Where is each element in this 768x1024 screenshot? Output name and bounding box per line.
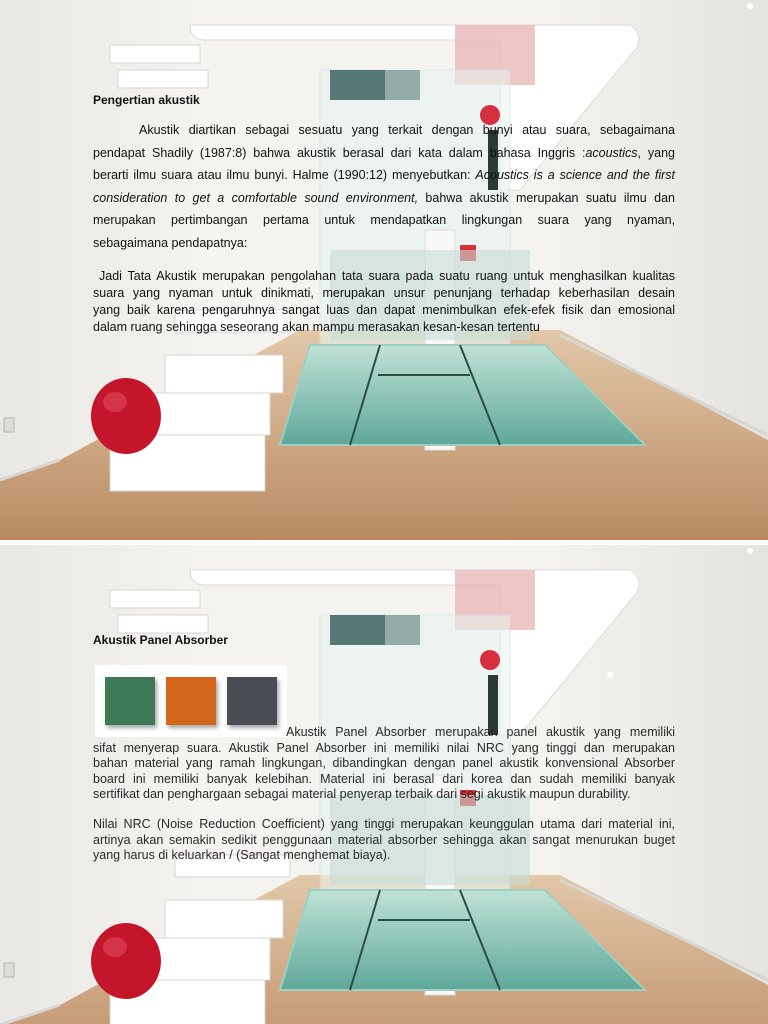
p3-line: sertifikat dan penghargaan sebagai material penyerap terbaik dari segi akustik maupun durability. — [93, 787, 631, 801]
slide2-paragraph2 — [93, 817, 675, 864]
slide2-title: Akustik Panel Absorber — [93, 633, 228, 647]
p1-line — [93, 142, 675, 165]
p1-line-part: pendapat Shadily (1987:8) bahwa akustik berasal dari kata dalam bahasa Inggris : — [93, 145, 586, 160]
p1-line-part: bahwa akustik merupakan suatu ilmu dan — [418, 190, 675, 205]
slide1-paragraph1 — [93, 119, 675, 254]
p3-line: board ini memiliki banyak kelebihan. Material ini berasal dari korea dan sudah memiliki banyak — [93, 771, 675, 786]
p3-line: sifat menyerap suara. Akustik Panel Absorber ini memiliki nilai NRC yang tinggi dan merupakan — [93, 740, 675, 755]
p1-line: sebagaimana pendapatnya: — [93, 235, 248, 250]
p3-line: Akustik Panel Absorber merupakan panel akustik yang memiliki — [286, 725, 675, 739]
orange-panel-swatch — [166, 677, 216, 725]
p2-line: yang baik karena pengaruhnya sangat luas dan dapat menimbulkan efek-efek fisik dan emosional — [93, 303, 675, 317]
p4-line: Nilai NRC (Noise Reduction Coefficient) yang tinggi merupakan keunggulan utama dari material ini, — [93, 817, 675, 831]
p1-line — [93, 187, 675, 210]
p2-line: dalam ruang sehingga seseorang akan mampu merasakan kesan-kesan tertentu — [93, 320, 540, 334]
p1-line-part-italic: Acoustics is a science and the first — [475, 168, 675, 182]
slide1-paragraph2 — [93, 268, 675, 336]
slide-akustik-panel-absorber — [0, 545, 768, 1024]
p2-line: suara yang nyaman untuk dinikmati, merupakan unsur penunjang terhadap keberhasilan desain — [93, 286, 675, 300]
p3-line: bahan material yang ramah lingkungan, dibandingkan dengan panel akustik konvensional Absorber — [93, 756, 675, 770]
slide2-paragraph1 — [93, 725, 675, 803]
slide1-title: Pengertian akustik — [93, 93, 200, 107]
p4-line: yang harus di keluarkan / (Sangat menghemat biaya). — [93, 848, 391, 862]
p1-line: merupakan pertimbangan pertama untuk mendapatkan lingkungan suara yang nyaman, — [93, 213, 675, 227]
p1-line-part: , yang — [637, 145, 675, 160]
p1-line-part-italic: consideration to get a comfortable sound environment, — [93, 190, 419, 205]
p2-line: Jadi Tata Akustik merupakan pengolahan tata suara pada suatu ruang untuk menghasilkan kualitas — [99, 269, 675, 283]
p4-line: artinya akan semakin sedikit penggunaan material absorber sehingga akan sangat menurukan buget — [93, 832, 675, 847]
green-panel-swatch — [105, 677, 155, 725]
p1-line-part-italic: acoustics — [585, 145, 638, 160]
p1-line — [93, 164, 675, 187]
p1-line-part: berarti ilmu suara atau ilmu bunyi. Halme (1990:12) menyebutkan: — [93, 168, 476, 182]
p1-line: Akustik diartikan sebagai sesuatu yang terkait dengan bunyi atau suara, sebagaimana — [139, 123, 675, 137]
gray-panel-swatch — [227, 677, 277, 725]
